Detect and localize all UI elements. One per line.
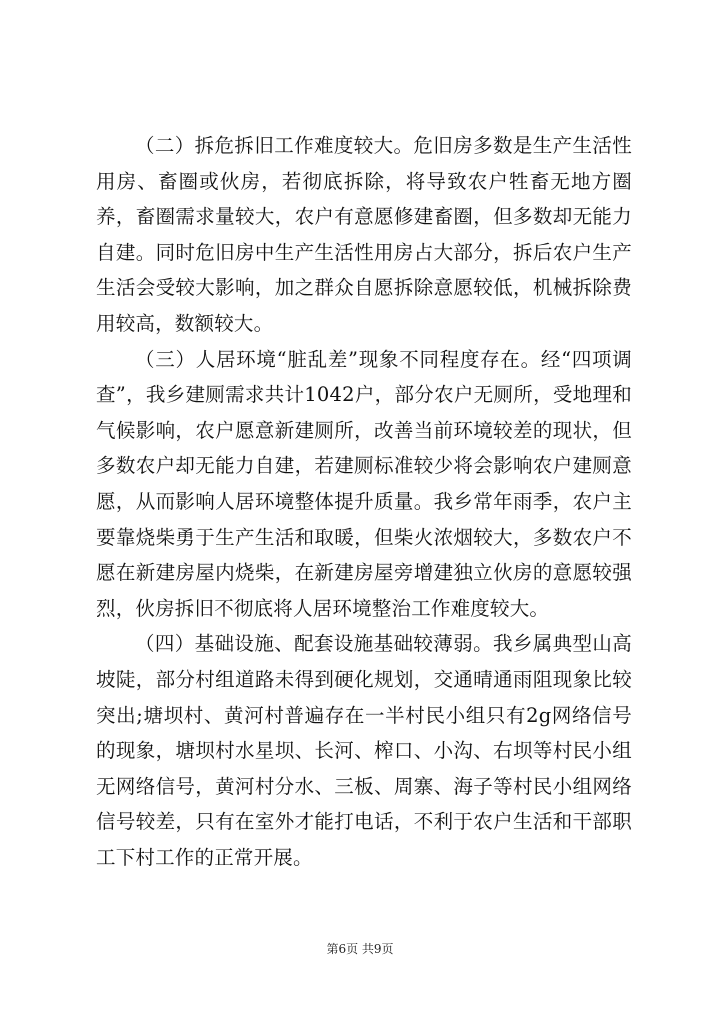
paragraph-demolition: （二）拆危拆旧工作难度较大。危旧房多数是生产生活性用房、畜圈或伙房，若彻底拆除，将导致农户牲畜无地方圈养，畜圈需求量较大，农户有意愿修建畜圈，但多数却无能力自建。同时危旧房中生产生活性用房占大部分，拆后农户生产生活会受较大影响，加之群众自愿拆除意愿较低，机械拆除费用较高，数额较大。 xyxy=(96,134,632,335)
document-body xyxy=(96,128,632,875)
paragraph-living-environment: （三）人居环境“脏乱差”现象不同程度存在。经“四项调查”，我乡建厕需求共计1042户，部分农户无厕所，受地理和气候影响，农户愿意新建厕所，改善当前环境较差的现状，但多数农户却无能力自建，若建厕标准较少将会影响农户建厕意愿，从而影响人居环境整体提升质量。我乡常年雨季，农户主要靠烧柴勇于生产生活和取暖，但柴火浓烟较大，多数农户不愿在新建房屋内烧柴，在新建房屋旁增建独立伙房的意愿较强烈，伙房拆旧不彻底将人居环境整治工作难度较大。 xyxy=(96,347,632,620)
page-footer: 第6页 共9页 xyxy=(326,942,394,956)
paragraph-infrastructure: （四）基础设施、配套设施基础较薄弱。我乡属典型山高坡陡，部分村组道路未得到硬化规划，交通晴通雨阻现象比较突出;塘坝村、黄河村普遍存在一半村民小组只有2g网络信号的现象，塘坝村水星坝、长河、榨口、小沟、右坝等村民小组无网络信号，黄河村分水、三板、周寨、海子等村民小组网络信号较差，只有在室外才能打电话，不利于农户生活和干部职工下村工作的正常开展。 xyxy=(96,632,632,869)
